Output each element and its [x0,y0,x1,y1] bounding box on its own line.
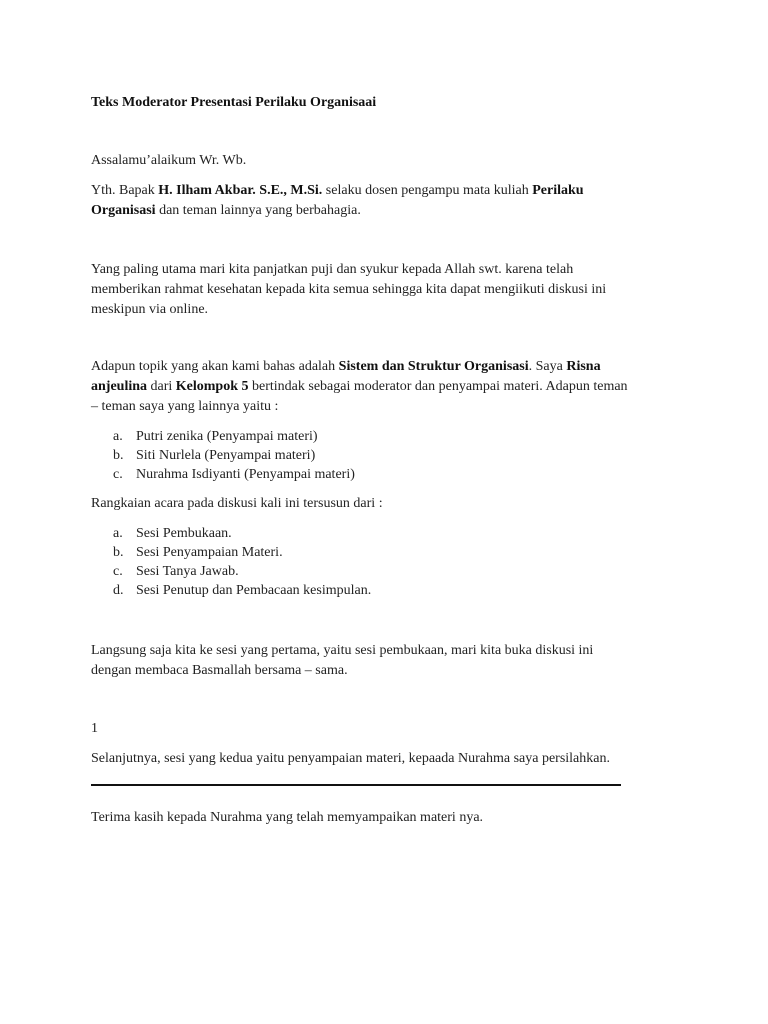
opening-line: meskipun via online. [91,302,209,317]
member-name: Putri zenika (Penyampai materi) [136,429,318,444]
list-marker: b. [113,448,124,463]
horizontal-rule [91,784,621,786]
agenda-item: Sesi Penyampaian Materi. [136,545,283,560]
step-number: 1 [91,721,98,736]
group-name: Kelompok 5 [175,379,249,394]
list-marker: c. [113,467,123,482]
address-text: selaku dosen pengampu mata kuliah [322,183,533,198]
members-list [113,427,355,484]
moderator-name: anjeulina [91,379,148,394]
topic-text: dari [147,379,176,394]
topic-text: . Saya [528,359,567,374]
agenda-intro: Rangkaian acara pada diskusi kali ini tersusun dari : [91,496,383,511]
topic-text: Adapun topik yang akan kami bahas adalah [91,359,339,374]
address-line-1 [91,181,584,201]
topic-paragraph [91,357,628,417]
address-text: dan teman lainnya yang berbahagia. [155,203,361,218]
list-item [113,465,355,484]
moderator-name: Risna [566,359,601,374]
address-paragraph [91,181,584,221]
agenda-item: Sesi Pembukaan. [136,526,232,541]
agenda-item: Sesi Tanya Jawab. [136,564,239,579]
list-item [113,446,355,465]
agenda-list [113,524,371,600]
address-text: Yth. Bapak [91,183,159,198]
first-session-paragraph [91,641,593,681]
course-name: Perilaku [532,183,584,198]
topic-line-1 [91,357,628,377]
next-session-text: Selanjutnya, sesi yang kedua yaitu penyampaian materi, kepaada Nurahma saya persilahkan. [91,751,610,766]
topic-text: bertindak sebagai moderator dan penyampai materi. Adapun teman [248,379,628,394]
agenda-item: Sesi Penutup dan Pembacaan kesimpulan. [136,583,372,598]
topic-line-3: – teman saya yang lainnya yaitu : [91,399,279,414]
address-line-2 [91,201,584,221]
first-session-line: dengan membaca Basmallah bersama – sama. [91,663,348,678]
list-marker: a. [113,429,123,444]
list-item [113,543,371,562]
list-marker: d. [113,583,124,598]
course-name: Organisasi [91,203,156,218]
list-marker: b. [113,545,124,560]
list-item [113,581,371,600]
thanks-text: Terima kasih kepada Nurahma yang telah memyampaikan materi nya. [91,810,484,825]
topic-line-2 [91,377,628,397]
topic-name: Sistem dan Struktur Organisasi [338,359,529,374]
list-item [113,562,371,581]
member-name: Siti Nurlela (Penyampai materi) [136,448,316,463]
opening-line: Yang paling utama mari kita panjatkan puji dan syukur kepada Allah swt. karena telah [91,262,574,277]
list-item [113,427,355,446]
first-session-line: Langsung saja kita ke sesi yang pertama, yaitu sesi pembukaan, mari kita buka diskusi ini [91,643,594,658]
member-name: Nurahma Isdiyanti (Penyampai materi) [136,467,355,482]
lecturer-name: H. Ilham Akbar. S.E., M.Si. [158,183,323,198]
list-item [113,524,371,543]
document-title: Teks Moderator Presentasi Perilaku Organisaai [91,95,377,110]
greeting: Assalamu’alaikum Wr. Wb. [91,153,247,168]
list-marker: c. [113,564,123,579]
list-marker: a. [113,526,123,541]
opening-line: memberikan rahmat kesehatan kepada kita semua sehingga kita dapat mengiikuti diskusi ini [91,282,607,297]
opening-paragraph [91,260,606,320]
